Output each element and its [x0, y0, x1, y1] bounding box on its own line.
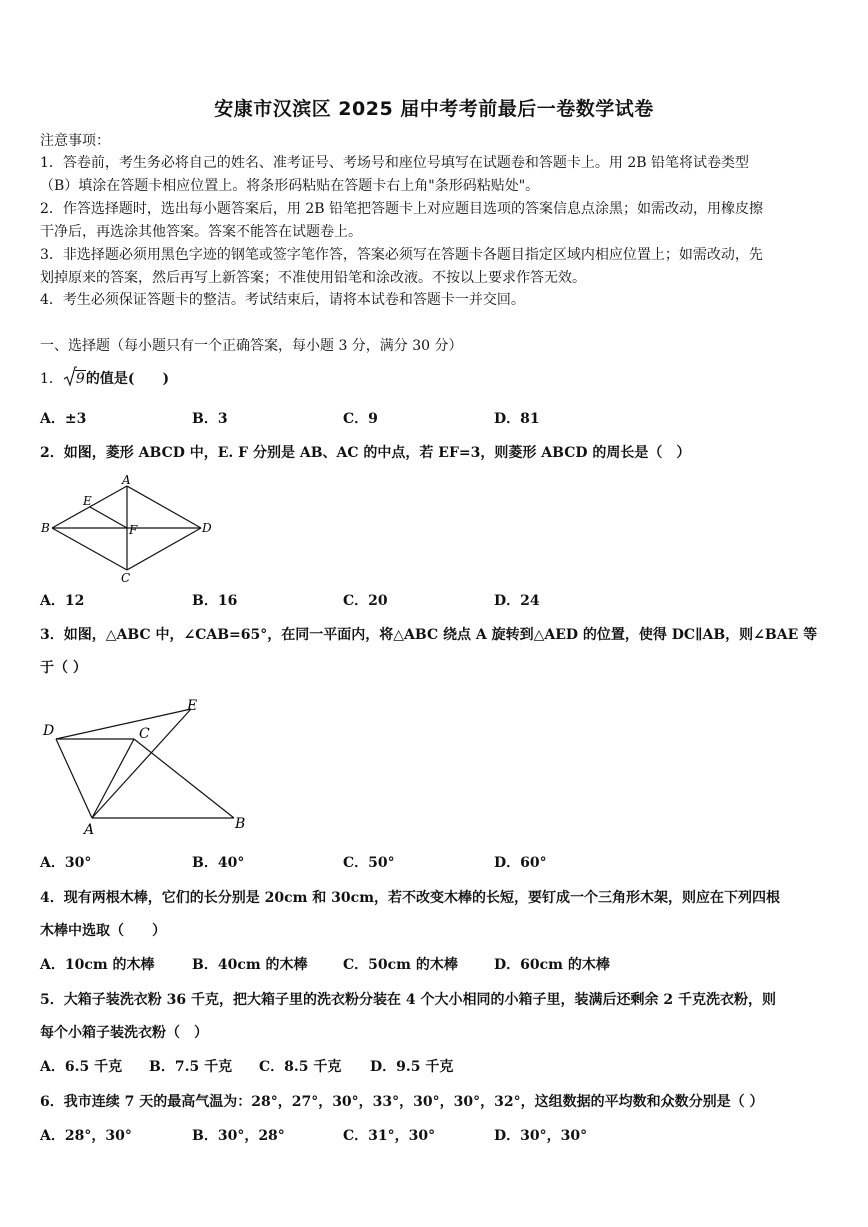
q3-option-a[interactable]: A．30° — [40, 855, 92, 871]
label-d: D — [43, 723, 55, 739]
rhombus-figure — [36, 474, 216, 584]
q1-option-c[interactable]: C．9 — [343, 411, 378, 427]
question-1-number: 1． — [40, 371, 63, 387]
label-b: B — [41, 521, 50, 535]
q1-option-d[interactable]: D．81 — [494, 411, 540, 427]
rotation-figure — [36, 692, 256, 842]
notice-line-1: 1．答卷前，考生务必将自己的姓名、准考证号、考场号和座位号填写在试题卷和答题卡上。用 2B 铅笔将试卷类型 — [40, 155, 749, 171]
q6-option-b[interactable]: B．30°，28° — [192, 1128, 285, 1144]
sqrt-sign-icon — [63, 366, 77, 388]
q5-option-c[interactable]: C．8.5 千克 — [259, 1059, 342, 1075]
notice-line-3: 2．作答选择题时，选出每小题答案后，用 2B 铅笔把答题卡上对应题目选项的答案信息点涂黑；如需改动，用橡皮擦 — [40, 201, 763, 217]
q2-option-c[interactable]: C．20 — [343, 593, 388, 609]
q3-option-c[interactable]: C．50° — [343, 855, 395, 871]
radicand: 9 — [75, 371, 85, 387]
question-4-line-1: 4．现有两根木棒，它们的长分别是 20cm 和 30cm，若不改变木棒的长短，要钉成一个三角形木架，则应在下列四根 — [40, 890, 781, 906]
q4-option-d[interactable]: D．60cm 的木棒 — [494, 957, 610, 973]
q6-option-a[interactable]: A．28°，30° — [40, 1128, 132, 1144]
q2-option-a[interactable]: A．12 — [40, 593, 85, 609]
q1-option-a[interactable]: A．±3 — [40, 411, 87, 427]
question-3-line-1: 3．如图，△ABC 中，∠CAB=65°，在同一平面内，将△ABC 绕点 A 旋转到△AED 的位置，使得 DC∥AB，则∠BAE 等 — [40, 627, 818, 643]
label-d: D — [202, 521, 212, 535]
label-a: A — [122, 474, 131, 487]
q2-option-b[interactable]: B．16 — [192, 593, 238, 609]
sqrt-radical — [63, 369, 86, 389]
q5-option-d[interactable]: D．9.5 千克 — [370, 1059, 454, 1075]
notice-heading: 注意事项： — [40, 133, 110, 149]
label-c: C — [121, 571, 131, 584]
label-e: E — [187, 698, 198, 714]
q3-option-d[interactable]: D．60° — [494, 855, 547, 871]
label-c: C — [139, 726, 150, 742]
q2-option-d[interactable]: D．24 — [494, 593, 540, 609]
q3-option-b[interactable]: B．40° — [192, 855, 245, 871]
q5-option-a[interactable]: A．6.5 千克 — [40, 1059, 123, 1075]
label-f: F — [129, 523, 138, 537]
label-a: A — [84, 822, 95, 838]
question-5-line-1: 5．大箱子装洗衣粉 36 千克，把大箱子里的洗衣粉分装在 4 个大小相同的小箱子里，装满后还剩余 2 千克洗衣粉，则 — [40, 992, 776, 1008]
label-e: E — [83, 494, 92, 508]
notice-line-2: （B）填涂在答题卡相应位置上。将条形码粘贴在答题卡右上角"条形码粘贴处"。 — [40, 178, 540, 194]
question-4-line-2: 木棒中选取（ ） — [40, 923, 166, 939]
q6-option-c[interactable]: C．31°，30° — [343, 1128, 436, 1144]
question-3-line-2: 于（ ） — [40, 660, 87, 676]
q5-option-b[interactable]: B．7.5 千克 — [149, 1059, 233, 1075]
notice-line-5: 3．非选择题必须用黑色字迹的钢笔或签字笔作答，答案必须写在答题卡各题目指定区域内相应位置上；如需改动，先 — [40, 247, 763, 263]
notice-line-7: 4．考生必须保证答题卡的整洁。考试结束后，请将本试卷和答题卡一并交回。 — [40, 292, 525, 308]
q6-option-d[interactable]: D．30°，30° — [494, 1128, 588, 1144]
exam-title: 安康市汉滨区 2025 届中考考前最后一卷数学试卷 — [214, 98, 654, 120]
question-6: 6．我市连续 7 天的最高气温为：28°，27°，30°，33°，30°，30°，32°，这组数据的平均数和众数分别是（ ） — [40, 1094, 764, 1110]
q4-option-c[interactable]: C．50cm 的木棒 — [343, 957, 458, 973]
notice-line-6: 划掉原来的答案，然后再写上新答案；不准使用铅笔和涂改液。不按以上要求作答无效。 — [40, 270, 586, 286]
q4-option-b[interactable]: B．40cm 的木棒 — [192, 957, 308, 973]
question-1 — [40, 369, 828, 389]
q1-option-b[interactable]: B．3 — [192, 411, 228, 427]
section-heading: 一、选择题（每小题只有一个正确答案，每小题 3 分，满分 30 分） — [40, 338, 463, 354]
question-5-line-2: 每个小箱子装洗衣粉（ ） — [40, 1025, 208, 1041]
question-2: 2．如图，菱形 ABCD 中，E. F 分别是 AB、AC 的中点，若 EF=3，则菱形 ABCD 的周长是（ ） — [40, 445, 691, 461]
notice-line-4: 干净后，再选涂其他答案。答案不能答在试题卷上。 — [40, 224, 362, 240]
label-b: B — [235, 816, 246, 832]
question-1-text: 的值是( ) — [85, 371, 170, 387]
q4-option-a[interactable]: A．10cm 的木棒 — [40, 957, 155, 973]
